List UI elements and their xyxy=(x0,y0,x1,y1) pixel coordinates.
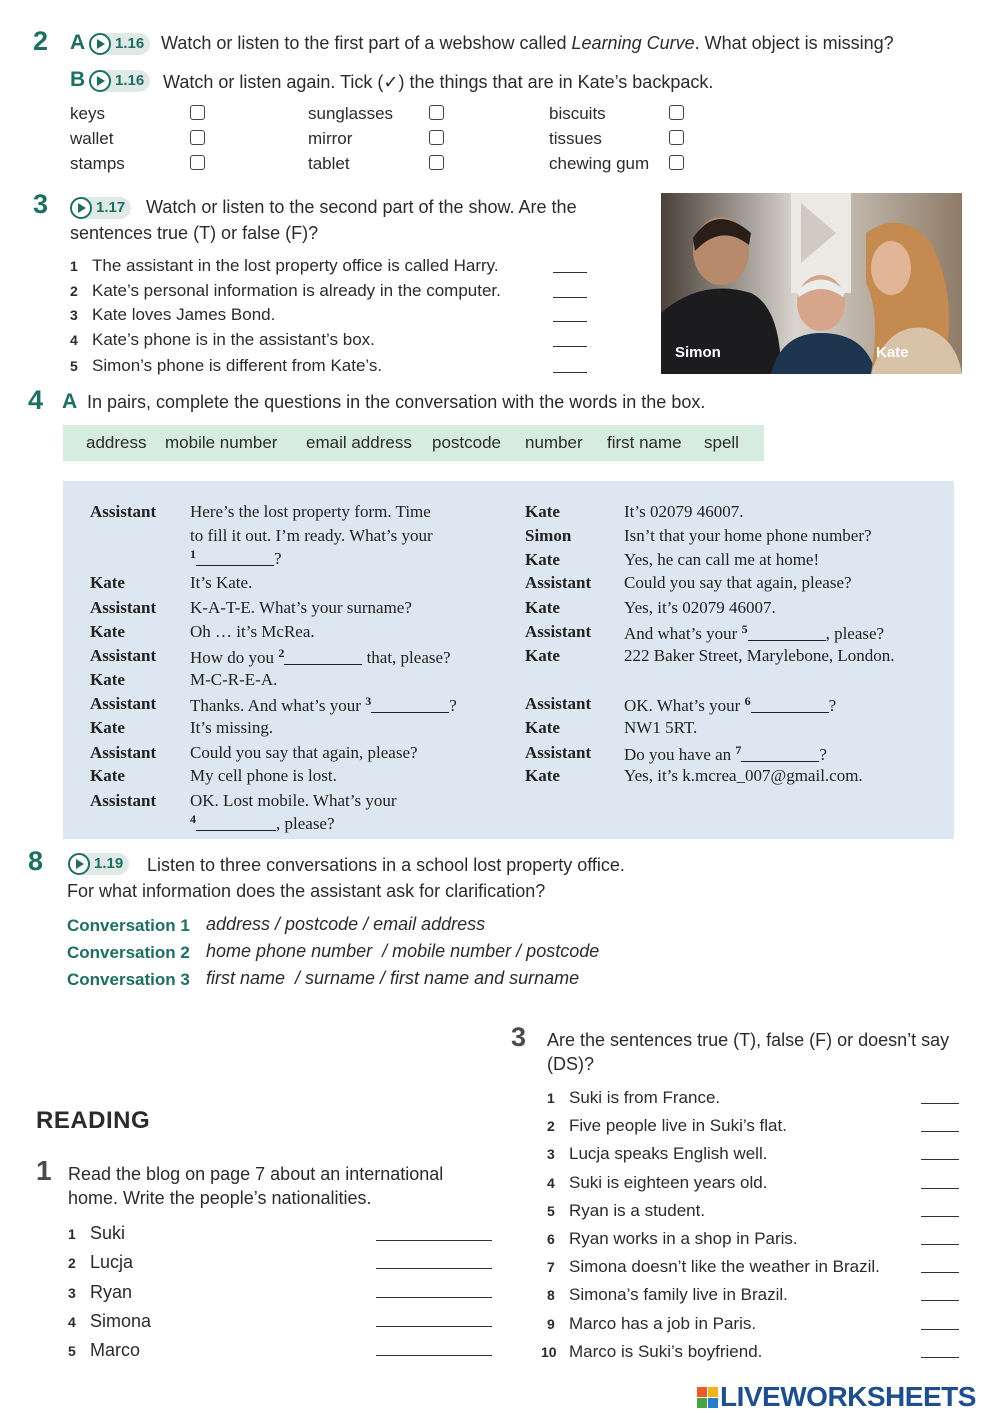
checkbox-biscuits[interactable] xyxy=(669,105,684,120)
list-item: 1 Suki is from France. xyxy=(547,1088,721,1107)
list-item: 1 The assistant in the lost property office is called Harry. xyxy=(70,256,499,275)
reading-ex1-instruction-line1: Read the blog on page 7 about an international xyxy=(68,1164,444,1184)
answer-blank[interactable] xyxy=(921,1244,959,1245)
list-item: 4 Suki is eighteen years old. xyxy=(547,1173,768,1192)
dialogue-line: K-A-T-E. What’s your surname? xyxy=(190,598,412,617)
list-item: 5 Marco xyxy=(68,1340,141,1360)
checkbox-mirror[interactable] xyxy=(429,130,444,145)
speaker-label: Kate xyxy=(525,718,560,737)
answer-blank[interactable] xyxy=(553,321,587,322)
dialogue-line: OK. What’s your $^6$ ? xyxy=(624,694,837,715)
answer-blank[interactable] xyxy=(376,1355,492,1356)
exercise-8-instruction-line1: Listen to three conversations in a school lost property office. xyxy=(147,855,625,875)
list-item: 2 Lucja xyxy=(68,1252,134,1272)
dialogue-line: Could you say that again, please? xyxy=(190,743,418,762)
photo-label-kate: Kate xyxy=(876,344,909,361)
item-tablet: tablet xyxy=(308,154,350,173)
speaker-label: Assistant xyxy=(525,694,592,713)
dialogue-line: Yes, it’s k.mcrea_007@gmail.com. xyxy=(624,766,863,785)
dialogue-line: to fill it out. I’m ready. What’s your xyxy=(190,526,433,545)
word-box xyxy=(63,425,764,461)
dialogue-line: NW1 5RT. xyxy=(624,718,698,737)
gap-6[interactable] xyxy=(751,700,829,713)
list-item: 2 Five people live in Suki’s flat. xyxy=(547,1116,787,1135)
exercise-4-number: 4 xyxy=(28,385,44,415)
checkbox-stamps[interactable] xyxy=(190,155,205,170)
list-item: 8 Simona’s family live in Brazil. xyxy=(547,1285,788,1304)
exercise-2a-letter: A xyxy=(70,31,86,54)
answer-blank[interactable] xyxy=(921,1159,959,1160)
list-item: 3 Lucja speaks English well. xyxy=(547,1144,768,1163)
word-box-item: number xyxy=(525,433,583,452)
answer-blank[interactable] xyxy=(553,372,587,373)
audio-badge-2b[interactable]: 1.16 xyxy=(89,68,150,94)
answer-blank[interactable] xyxy=(921,1216,959,1217)
dialogue-line: Could you say that again, please? xyxy=(624,573,852,592)
answer-blank[interactable] xyxy=(376,1297,492,1298)
answer-blank[interactable] xyxy=(921,1329,959,1330)
speaker-label: Kate xyxy=(90,670,125,689)
speaker-label: Assistant xyxy=(90,502,157,521)
checkbox-tablet[interactable] xyxy=(429,155,444,170)
dialogue-line: $^4$ , please? xyxy=(190,812,335,833)
exercise-2-number: 2 xyxy=(33,26,49,56)
reading-ex3-number: 3 xyxy=(511,1022,527,1052)
answer-blank[interactable] xyxy=(553,272,587,273)
answer-blank[interactable] xyxy=(921,1188,959,1189)
answer-blank[interactable] xyxy=(921,1357,959,1358)
dialogue-line: Yes, he can call me at home! xyxy=(624,550,820,569)
exercise-2b-instruction: Watch or listen again. Tick (✓) the things that are in Kate’s backpack. xyxy=(163,72,714,92)
speaker-label: Kate xyxy=(525,550,560,569)
conversation-label: Conversation 3 xyxy=(67,970,190,989)
dialogue-line: And what’s your $^5$ , please? xyxy=(624,622,885,643)
audio-badge-8[interactable]: 1.19 xyxy=(68,851,129,877)
gap-1[interactable] xyxy=(196,553,274,566)
exercise-8-instruction-line2: For what information does the assistant ask for clarification? xyxy=(67,881,546,901)
list-item: 5 Ryan is a student. xyxy=(547,1201,706,1220)
exercise-2a-instruction: Watch or listen to the first part of a webshow called Learning Curve. What object is missing? xyxy=(161,33,894,53)
conversation-options[interactable]: first name / surname / first name and surname xyxy=(206,968,580,988)
answer-blank[interactable] xyxy=(921,1300,959,1301)
dialogue-line: M-C-R-E-A. xyxy=(190,670,278,689)
answer-blank[interactable] xyxy=(376,1326,492,1327)
dialogue-line: Thanks. And what’s your $^3$ ? xyxy=(190,694,457,715)
list-item: 4 Simona xyxy=(68,1311,152,1331)
exercise-2b-letter: B xyxy=(70,68,86,91)
speaker-label: Kate xyxy=(90,573,125,592)
speaker-label: Assistant xyxy=(525,622,592,641)
answer-blank[interactable] xyxy=(553,346,587,347)
speaker-label: Kate xyxy=(90,718,125,737)
reading-ex3-instruction-line2: (DS)? xyxy=(547,1054,595,1074)
speaker-label: Simon xyxy=(525,526,572,545)
list-item: 2 Kate’s personal information is already in the computer. xyxy=(70,281,501,300)
answer-blank[interactable] xyxy=(553,297,587,298)
list-item: 1 Suki xyxy=(68,1223,126,1243)
item-keys: keys xyxy=(70,104,105,123)
checkbox-keys[interactable] xyxy=(190,105,205,120)
list-item: 6 Ryan works in a shop in Paris. xyxy=(547,1229,798,1248)
speaker-label: Assistant xyxy=(90,791,157,810)
exercise-3-instruction-line2: sentences true (T) or false (F)? xyxy=(70,223,319,243)
play-icon[interactable] xyxy=(89,33,111,55)
play-icon[interactable] xyxy=(68,853,90,875)
item-wallet: wallet xyxy=(70,129,114,148)
photo-label-simon: Simon xyxy=(675,344,721,361)
dialogue-line: My cell phone is lost. xyxy=(190,766,337,785)
answer-blank[interactable] xyxy=(921,1103,959,1104)
gap-3[interactable] xyxy=(371,700,449,713)
dialogue-line: OK. Lost mobile. What’s your xyxy=(190,791,397,810)
speaker-label: Assistant xyxy=(525,573,592,592)
item-tissues: tissues xyxy=(549,129,602,148)
speaker-label: Assistant xyxy=(90,694,157,713)
checkbox-chewing-gum[interactable] xyxy=(669,155,684,170)
conversation-options[interactable]: home phone number / mobile number / postcode xyxy=(206,941,600,961)
dialogue-line: 222 Baker Street, Marylebone, London. xyxy=(624,646,895,665)
speaker-label: Assistant xyxy=(90,646,157,665)
answer-blank[interactable] xyxy=(921,1131,959,1132)
reading-heading: READING xyxy=(36,1107,151,1134)
gap-7[interactable] xyxy=(741,749,819,762)
list-item: 4 Kate’s phone is in the assistant’s box. xyxy=(70,330,375,349)
item-stamps: stamps xyxy=(70,154,125,173)
word-box-item: spell xyxy=(704,433,739,452)
gap-5[interactable] xyxy=(748,628,826,641)
list-item: 10 Marco is Suki’s boyfriend. xyxy=(541,1342,763,1361)
answer-blank[interactable] xyxy=(921,1272,959,1273)
speaker-label: Kate xyxy=(90,622,125,641)
gap-4[interactable] xyxy=(196,818,276,831)
checkbox-wallet[interactable] xyxy=(190,130,205,145)
dialogue-line: Yes, it’s 02079 46007. xyxy=(624,598,776,617)
word-box-item: first name xyxy=(607,433,682,452)
conversation-label: Conversation 2 xyxy=(67,943,190,962)
item-biscuits: biscuits xyxy=(549,104,606,123)
audio-badge-3[interactable]: 1.17 xyxy=(70,195,131,221)
conversation-options[interactable]: address / postcode / email address xyxy=(206,914,486,934)
reading-ex1-instruction-line2: home. Write the people’s nationalities. xyxy=(68,1188,372,1208)
answer-blank[interactable] xyxy=(376,1268,492,1269)
play-icon[interactable] xyxy=(70,197,92,219)
audio-badge-2a[interactable]: 1.16 xyxy=(89,31,150,57)
dialogue-line: How do you $^2$ that, please? xyxy=(190,646,451,667)
dialogue-line: It’s Kate. xyxy=(190,573,253,592)
dialogue-line: $^1$ ? xyxy=(190,547,282,568)
reading-ex3-instruction-line1: Are the sentences true (T), false (F) or doesn’t say xyxy=(547,1030,950,1050)
item-mirror: mirror xyxy=(308,129,353,148)
dialogue-line: It’s missing. xyxy=(190,718,274,737)
word-box-item: email address xyxy=(306,433,412,452)
logo-mark-icon xyxy=(697,1387,718,1408)
conversation-label: Conversation 1 xyxy=(67,916,190,935)
speaker-label: Kate xyxy=(525,502,560,521)
liveworksheets-logo: LIVEWORKSHEETS xyxy=(697,1381,976,1413)
exercise-4a-letter: A xyxy=(62,390,78,413)
video-still-photo xyxy=(661,193,962,374)
dialogue-line: Do you have an $^7$ ? xyxy=(624,743,827,764)
speaker-label: Kate xyxy=(90,766,125,785)
word-box-item: mobile number xyxy=(165,433,278,452)
answer-blank[interactable] xyxy=(376,1240,492,1241)
speaker-label: Kate xyxy=(525,646,560,665)
checkbox-sunglasses[interactable] xyxy=(429,105,444,120)
exercise-3-number: 3 xyxy=(33,189,49,219)
speaker-label: Kate xyxy=(525,766,560,785)
dialogue-line: Isn’t that your home phone number? xyxy=(624,526,872,545)
list-item: 3 Ryan xyxy=(68,1282,133,1302)
word-box-item: address xyxy=(86,433,147,452)
dialogue-line: Here’s the lost property form. Time xyxy=(190,502,431,521)
list-item: 9 Marco has a job in Paris. xyxy=(547,1314,757,1333)
reading-ex1-number: 1 xyxy=(36,1155,52,1186)
gap-2[interactable] xyxy=(284,652,362,665)
list-item: 3 Kate loves James Bond. xyxy=(70,305,276,324)
list-item: 5 Simon’s phone is different from Kate’s. xyxy=(70,356,383,375)
dialogue-line: It’s 02079 46007. xyxy=(624,502,744,521)
checkbox-tissues[interactable] xyxy=(669,130,684,145)
speaker-label: Kate xyxy=(525,598,560,617)
exercise-4-instruction: In pairs, complete the questions in the conversation with the words in the box. xyxy=(87,392,706,412)
play-icon[interactable] xyxy=(89,70,111,92)
item-chewing-gum: chewing gum xyxy=(549,154,650,173)
speaker-label: Assistant xyxy=(90,743,157,762)
dialogue-line: Oh … it’s McRea. xyxy=(190,622,315,641)
item-sunglasses: sunglasses xyxy=(308,104,394,123)
word-box-item: postcode xyxy=(432,433,501,452)
speaker-label: Assistant xyxy=(525,743,592,762)
speaker-label: Assistant xyxy=(90,598,157,617)
list-item: 7 Simona doesn’t like the weather in Brazil. xyxy=(547,1257,880,1276)
exercise-8-number: 8 xyxy=(28,846,44,876)
exercise-3-instruction-line1: Watch or listen to the second part of the show. Are the xyxy=(146,197,577,217)
